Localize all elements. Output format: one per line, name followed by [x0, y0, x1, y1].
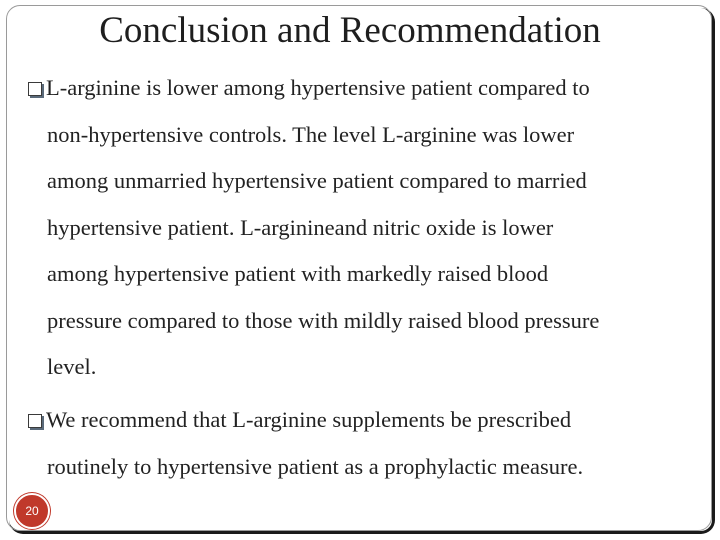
bullet-line: We recommend that L-arginine supplements be prescribed: [28, 397, 696, 444]
bullet-line: L-arginine is lower among hypertensive patient compared to: [28, 65, 696, 112]
bullet-line: hypertensive patient. L-arginineand nitric oxide is lower: [47, 214, 554, 240]
hollow-square-bullet-icon: [28, 414, 42, 428]
bullet-line: non-hypertensive controls. The level L-arginine was lower: [47, 121, 575, 147]
page-number-badge: 20: [14, 493, 50, 529]
bullet-line: level.: [47, 354, 97, 379]
bullet-line: routinely to hypertensive patient as a prophylactic measure.: [47, 453, 584, 479]
bullet-line: among unmarried hypertensive patient compared to married: [47, 168, 587, 193]
bullet-conclusion: [28, 65, 696, 391]
slide-title: Conclusion and Recommendation: [99, 10, 601, 51]
hollow-square-bullet-icon: [28, 82, 42, 96]
bullet-line: among hypertensive patient with markedly raised blood: [47, 261, 549, 286]
bullet-recommendation: [28, 397, 696, 490]
bullet-line: pressure compared to those with mildly raised blood pressure: [47, 307, 600, 333]
